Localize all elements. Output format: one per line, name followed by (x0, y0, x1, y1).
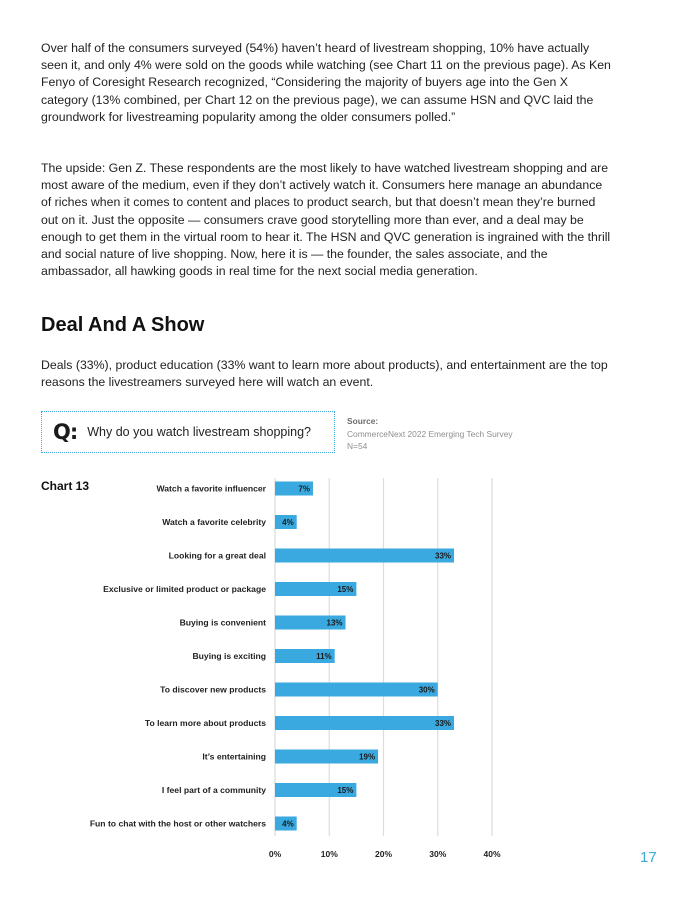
section-heading: Deal And A Show (41, 314, 205, 336)
category-label: I feel part of a community (161, 785, 266, 795)
question-text: Why do you watch livestream shopping? (87, 425, 311, 439)
data-label: 4% (282, 819, 294, 829)
category-label: Looking for a great deal (168, 550, 266, 561)
category-label: Buying is convenient (179, 617, 266, 628)
page-number: 17 (640, 849, 657, 866)
x-tick-label: 40% (483, 849, 501, 859)
data-label: 33% (435, 551, 452, 561)
data-label: 15% (337, 585, 354, 594)
data-label: 13% (326, 618, 343, 628)
x-tick-label: 0% (268, 849, 282, 859)
category-label: Watch a favorite celebrity (162, 517, 266, 527)
question-box (41, 411, 335, 453)
source-sample-size: N=54 (347, 441, 368, 451)
source-block (347, 415, 513, 453)
data-label: 11% (316, 652, 332, 661)
data-label: 7% (298, 484, 310, 494)
body-paragraph-1: Over half of the consumers surveyed (54%) haven’t heard of livestream shopping, 10% have actually seen it, and only 4% were sold on the goods while watching (see Chart 11 on the previous page). As Ken Fenyo of Coresight Research recognized, “Considering the majority of buyers age into the Gen X category (13% combined, per Chart 12 on the previous page), we can assume HSN and QVC laid the groundwork for livestreaming popularity among the older consumers polled.” (41, 41, 611, 124)
bar (275, 716, 454, 730)
bar (275, 683, 438, 697)
category-label: To learn more about products (144, 718, 266, 728)
source-survey: CommerceNext 2022 Emerging Tech Survey (347, 428, 513, 439)
category-label: It’s entertaining (202, 751, 266, 762)
source-label: Source: (347, 416, 379, 426)
category-label: Fun to chat with the host or other watchers (89, 818, 266, 829)
body-paragraph-2: The upside: Gen Z. These respondents are the most likely to have watched livestream shopping and are most aware of the medium, even if they don’t actively watch it. Consumers here manage an abundance of riches when it comes to content and places to product search, but that doesn’t mean they’re burned out on it. Just the opposite — consumers crave good storytelling more than ever, and a deal may be enough to get them in the virtual room to hear it. The HSN and QVC generation is ingrained with the thrill and social nature of live shopping. Now, here it is — the founder, the sales associate, and the ambassador, all hawking goods in real time for the next social media generation. (41, 161, 611, 279)
data-label: 33% (435, 719, 452, 728)
bar-chart (0, 470, 700, 870)
bar (275, 549, 454, 563)
category-label: To discover new products (160, 684, 266, 695)
x-tick-label: 10% (320, 849, 338, 859)
data-label: 30% (418, 685, 435, 695)
data-label: 4% (282, 518, 294, 527)
chart-label: Chart 13 (41, 479, 90, 493)
category-label: Buying is exciting (192, 651, 266, 661)
x-tick-label: 20% (374, 849, 393, 859)
category-label: Watch a favorite influencer (156, 483, 266, 494)
data-label: 19% (359, 752, 376, 762)
body-paragraph-3: Deals (33%), product education (33% want to learn more about products), and entertainment are the top reasons the livestreamers surveyed here will watch an event. (41, 358, 608, 390)
category-label: Exclusive or limited product or package (103, 584, 266, 594)
data-label: 15% (337, 786, 354, 795)
x-tick-label: 30% (429, 849, 447, 859)
question-icon: Q: (53, 420, 78, 444)
